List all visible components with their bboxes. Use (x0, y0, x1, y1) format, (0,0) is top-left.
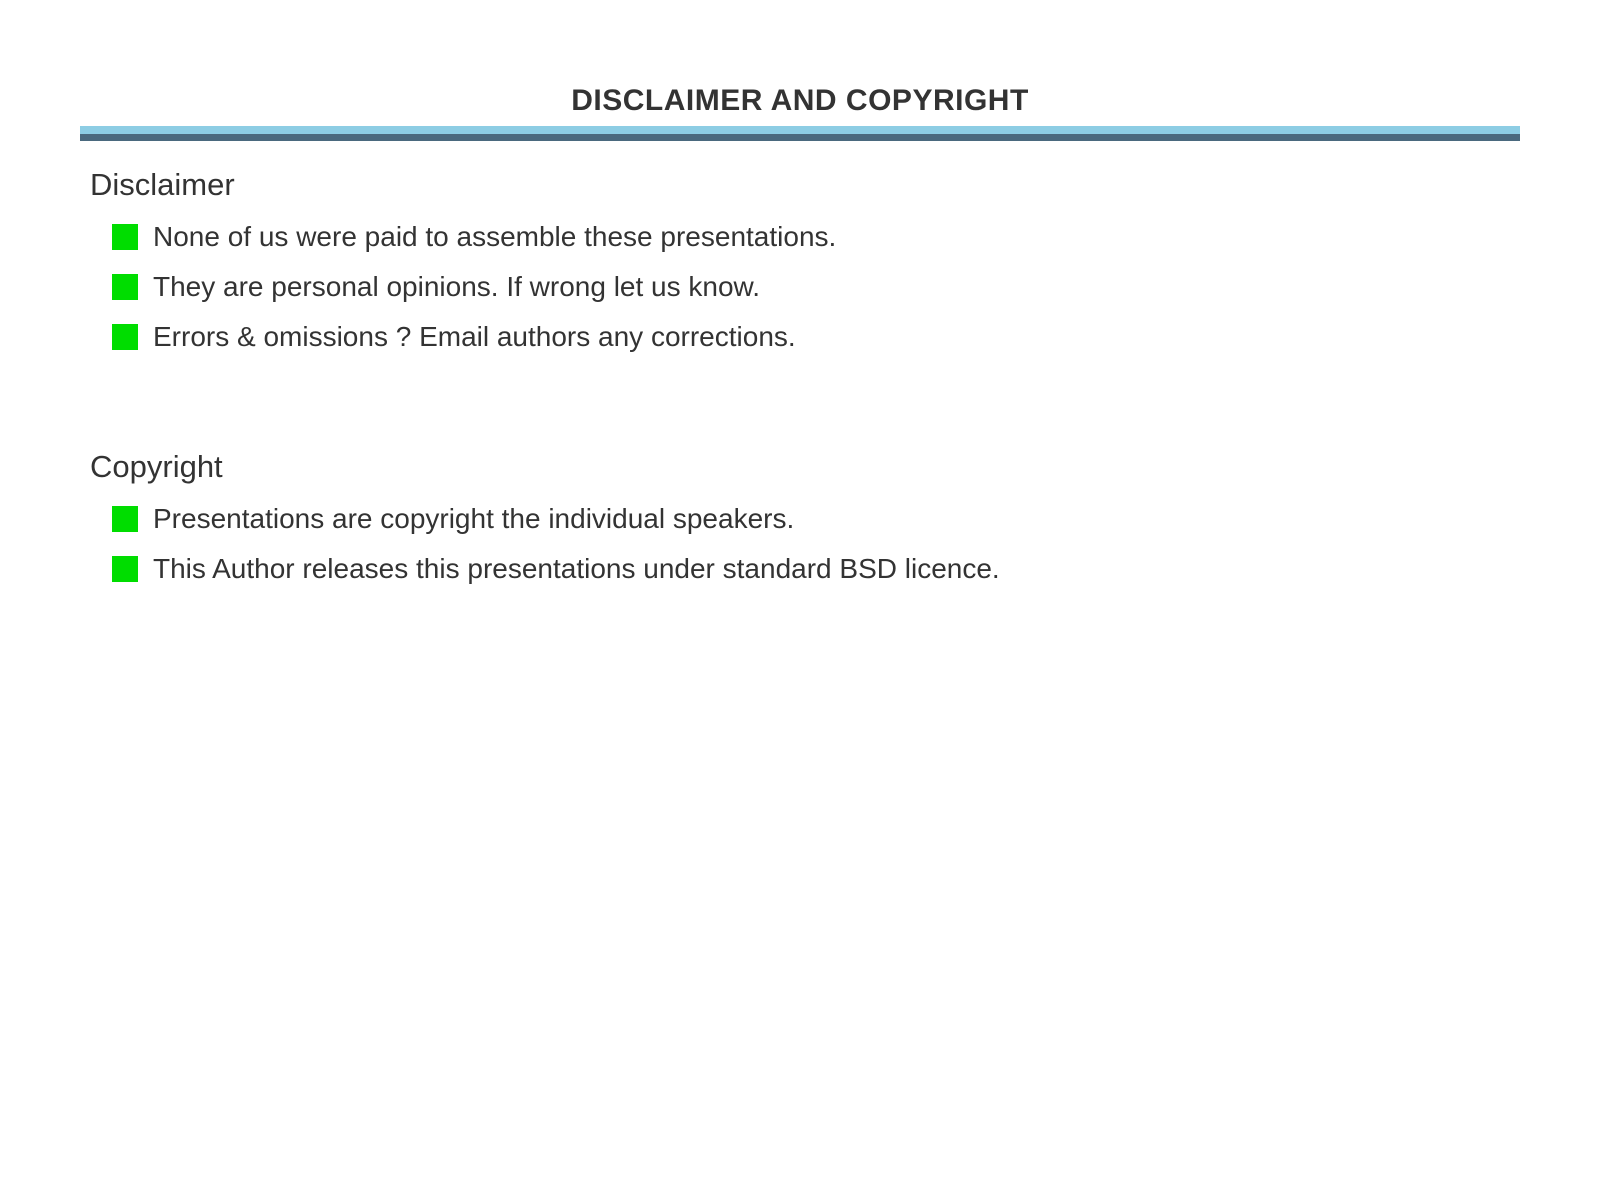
list-item (112, 320, 1520, 353)
bullet-text: Presentations are copyright the individual speakers. (153, 503, 795, 534)
bullet-text: They are personal opinions. If wrong let us know. (153, 271, 761, 302)
section-disclaimer (90, 167, 1520, 353)
bullet-text: This Author releases this presentations under standard BSD licence. (153, 553, 1000, 584)
bullet-square-icon (112, 224, 138, 250)
title-divider (80, 126, 1520, 141)
list-item (112, 220, 1520, 253)
section-heading-copyright: Copyright (90, 449, 223, 484)
bullet-square-icon (112, 556, 138, 582)
divider-bottom-band (80, 134, 1520, 141)
list-item (112, 552, 1520, 585)
slide-content (90, 167, 1520, 585)
list-item (112, 502, 1520, 535)
bullet-square-icon (112, 274, 138, 300)
section-copyright (90, 449, 1520, 585)
divider-top-band (80, 126, 1520, 134)
bullet-square-icon (112, 506, 138, 532)
bullet-text: Errors & omissions ? Email authors any corrections. (153, 321, 796, 352)
list-item (112, 270, 1520, 303)
section-heading-disclaimer: Disclaimer (90, 167, 235, 202)
bullet-square-icon (112, 324, 138, 350)
page-title: DISCLAIMER AND COPYRIGHT (571, 84, 1029, 117)
bullet-text: None of us were paid to assemble these presentations. (153, 221, 837, 252)
